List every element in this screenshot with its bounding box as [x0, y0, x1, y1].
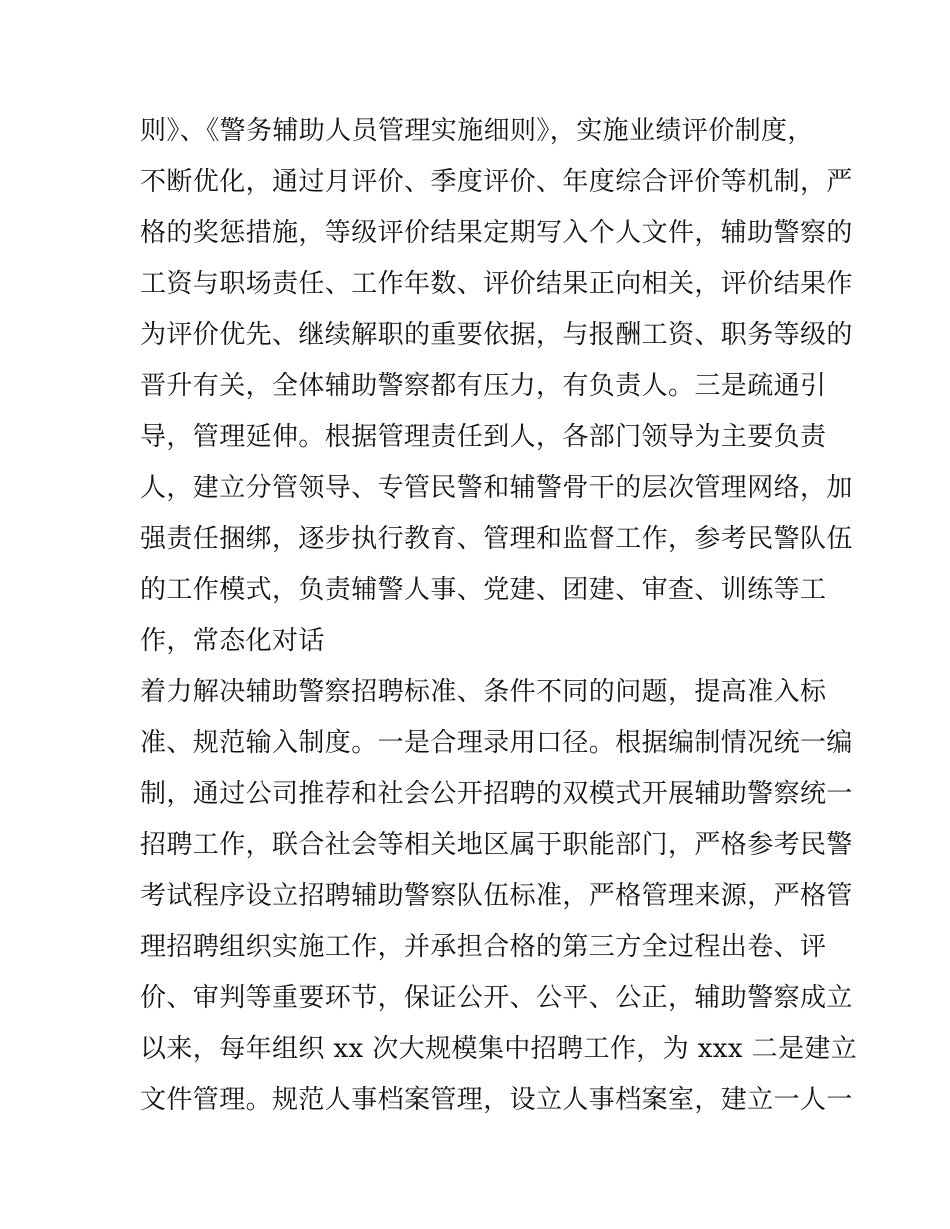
text-line: 理招聘组织实施工作，并承担合格的第三方全过程出卷、评: [140, 932, 827, 962]
text-line: 招聘工作，联合社会等相关地区属于职能部门，严格参考民警: [140, 830, 853, 860]
text-line: 则》、《警务辅助人员管理实施细则》，实施业绩评价制度，: [140, 116, 814, 146]
text-line: 着力解决辅助警察招聘标准、条件不同的问题，提高准入标: [140, 677, 827, 707]
text-line: 价、审判等重要环节，保证公开、公平、公正，辅助警察成立: [140, 983, 853, 1013]
text-line: 工资与职场责任、工作年数、评价结果正向相关，评价结果作: [140, 269, 853, 299]
text-line: 以来，每年组织 xx 次大规模集中招聘工作，为 xxx 二是建立: [140, 1034, 858, 1064]
text-line: 不断优化，通过月评价、季度评价、年度综合评价等机制，严: [140, 167, 853, 197]
text-line: 文件管理。规范人事档案管理，设立人事档案室，建立一人一: [140, 1085, 853, 1115]
text-line: 格的奖惩措施，等级评价结果定期写入个人文件，辅助警察的: [140, 218, 853, 248]
body-text: [140, 106, 858, 1126]
text-line: 考试程序设立招聘辅助警察队伍标准，严格管理来源，严格管: [140, 881, 853, 911]
text-line: 导，管理延伸。根据管理责任到人，各部门领导为主要负责: [140, 422, 827, 452]
text-line: 强责任捆绑，逐步执行教育、管理和监督工作，参考民警队伍: [140, 524, 853, 554]
text-line: 作，常态化对话: [140, 626, 325, 656]
text-line: 人，建立分管领导、专管民警和辅警骨干的层次管理网络，加: [140, 473, 853, 503]
text-line: 准、规范输入制度。一是合理录用口径。根据编制情况统一编: [140, 728, 853, 758]
text-line: 的工作模式，负责辅警人事、党建、团建、审查、训练等工: [140, 575, 827, 605]
text-line: 为评价优先、继续解职的重要依据，与报酬工资、职务等级的: [140, 320, 853, 350]
text-line: 制，通过公司推荐和社会公开招聘的双模式开展辅助警察统一: [140, 779, 853, 809]
text-line: 晋升有关，全体辅助警察都有压力，有负责人。三是疏通引: [140, 371, 827, 401]
